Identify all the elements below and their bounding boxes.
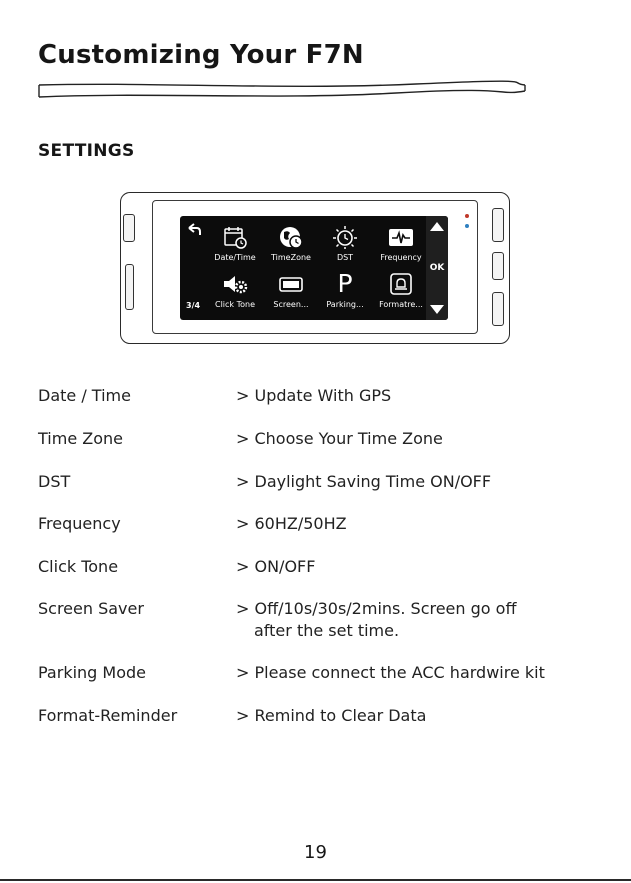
up-arrow-icon[interactable]	[430, 222, 444, 231]
parking-icon: P	[337, 269, 353, 298]
globe-clock-icon	[278, 224, 304, 250]
setting-value: > Choose Your Time Zone	[236, 429, 443, 448]
section-heading: SETTINGS	[38, 141, 135, 161]
menu-item-screen-saver[interactable]	[262, 271, 320, 310]
setting-name: Frequency	[38, 514, 121, 533]
menu-label: Date/Time	[214, 253, 256, 262]
bell-reminder-icon	[388, 271, 414, 297]
setting-value-continued: after the set time.	[254, 621, 400, 640]
blue-led	[465, 224, 469, 228]
calendar-clock-icon	[222, 224, 248, 250]
menu-label: DST	[336, 253, 354, 262]
left-slot	[125, 264, 134, 310]
menu-item-format-reminder[interactable]	[372, 271, 430, 310]
menu-label: Formatre...	[379, 300, 423, 309]
back-arrow-icon[interactable]	[186, 222, 202, 236]
right-button-top	[492, 208, 504, 242]
menu-item-dst[interactable]	[316, 224, 374, 263]
page-number: 19	[304, 842, 327, 863]
right-button-bottom	[492, 292, 504, 326]
setting-value: > 60HZ/50HZ	[236, 514, 347, 533]
ok-button[interactable]: OK	[429, 263, 445, 273]
dashcam-illustration	[120, 192, 510, 344]
decorative-divider	[36, 80, 528, 102]
speaker-gear-icon	[222, 271, 248, 297]
menu-label: Screen...	[273, 300, 309, 309]
setting-name: Time Zone	[38, 429, 123, 448]
setting-name: Format-Reminder	[38, 706, 178, 725]
setting-value: > Daylight Saving Time ON/OFF	[236, 472, 492, 491]
menu-item-date-time[interactable]	[206, 224, 264, 263]
setting-row	[38, 598, 598, 642]
sun-clock-icon	[332, 224, 358, 250]
setting-value: > ON/OFF	[236, 557, 316, 576]
red-led	[465, 214, 469, 218]
setting-value: > Off/10s/30s/2mins. Screen go off	[236, 599, 517, 618]
setting-name: DST	[38, 472, 71, 491]
setting-value: > Please connect the ACC hardwire kit	[236, 663, 545, 682]
screen-icon	[278, 271, 304, 297]
waveform-icon	[388, 224, 414, 250]
down-arrow-icon[interactable]	[430, 305, 444, 314]
screen-sidebar	[426, 216, 448, 320]
menu-item-click-tone[interactable]	[206, 271, 264, 310]
menu-label: Click Tone	[214, 300, 256, 309]
menu-label: Frequency	[380, 253, 422, 262]
right-button-middle	[492, 252, 504, 280]
setting-name: Click Tone	[38, 557, 119, 576]
setting-name: Date / Time	[38, 386, 131, 405]
menu-item-parking[interactable]	[316, 271, 374, 310]
bottom-rule	[0, 879, 631, 881]
setting-name: Parking Mode	[38, 663, 146, 682]
menu-label: Parking...	[326, 300, 364, 309]
menu-item-frequency[interactable]	[372, 224, 430, 263]
setting-value: > Remind to Clear Data	[236, 706, 427, 725]
setting-value: > Update With GPS	[236, 386, 392, 405]
menu-label: TimeZone	[271, 253, 311, 262]
menu-item-timezone[interactable]	[262, 224, 320, 263]
page-indicator: 3/4	[186, 301, 201, 310]
left-port	[123, 214, 135, 242]
page-title: Customizing Your F7N	[38, 40, 364, 70]
setting-name: Screen Saver	[38, 599, 144, 618]
device-screen	[180, 216, 448, 320]
